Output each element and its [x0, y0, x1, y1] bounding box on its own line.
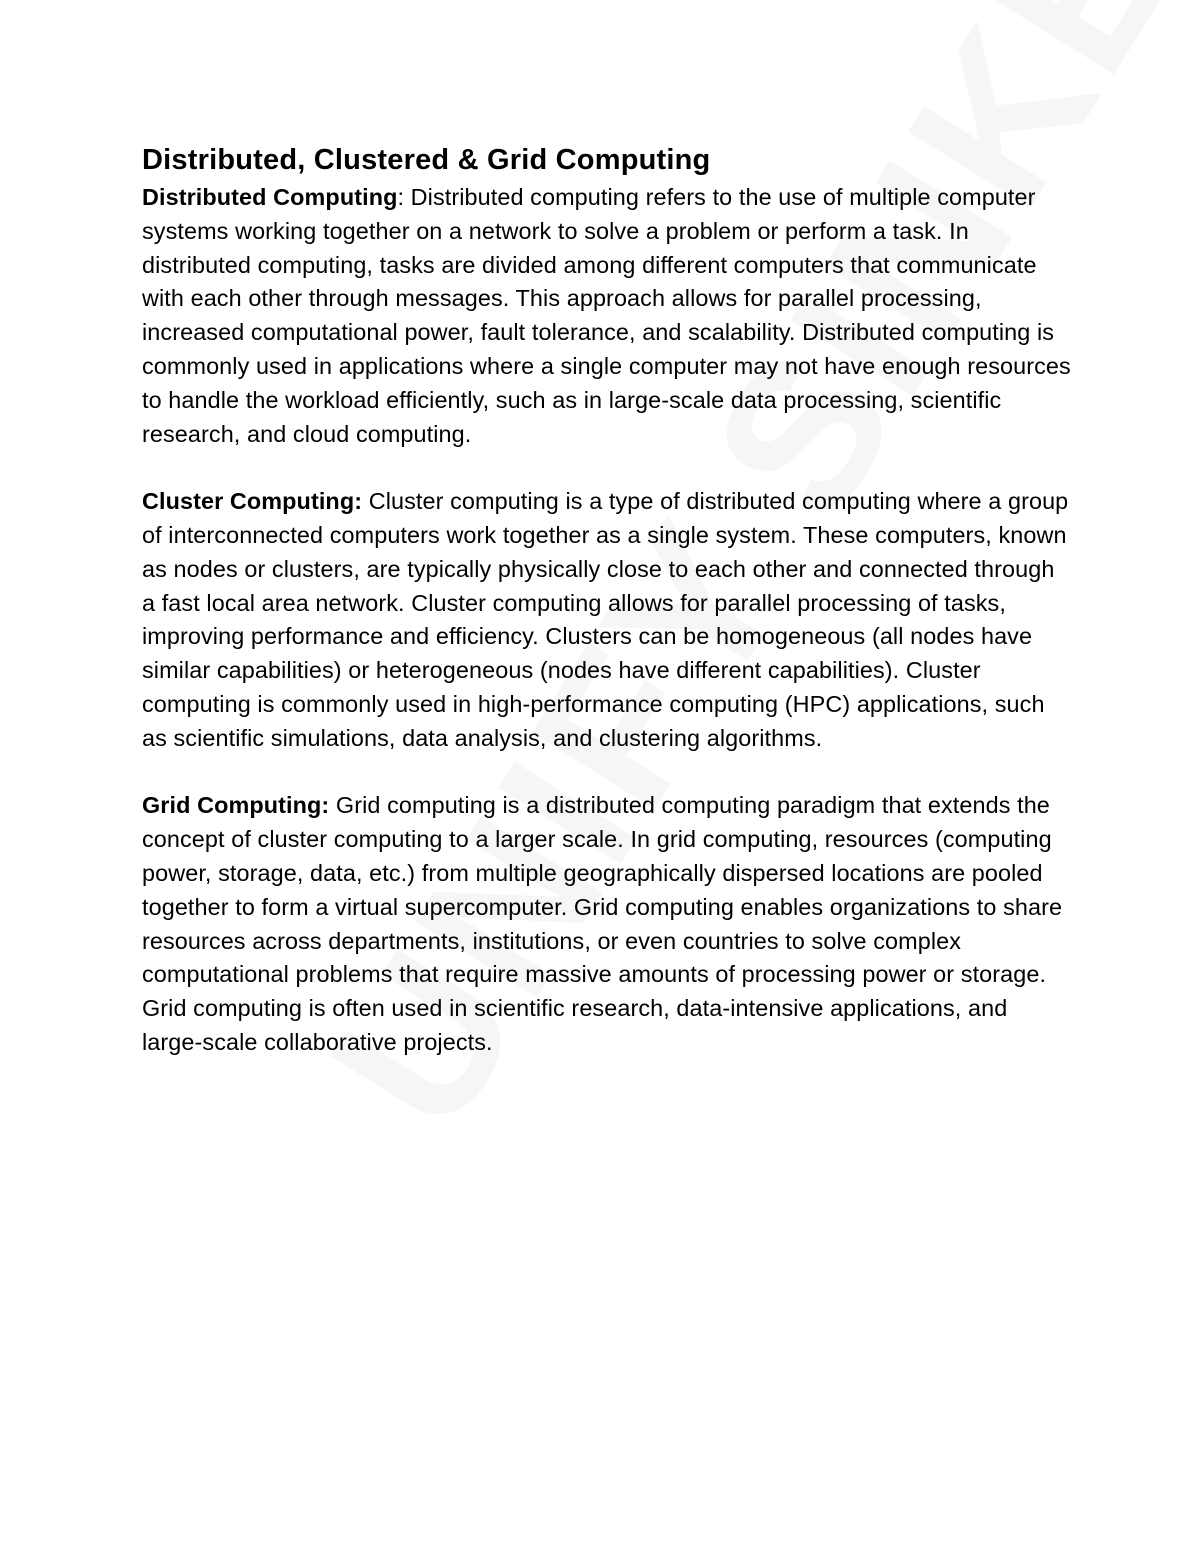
section-heading: Cluster Computing:: [142, 488, 363, 515]
section-heading: Grid Computing:: [142, 792, 330, 819]
section-distributed-computing: [142, 181, 1072, 451]
section-separator: [329, 792, 336, 818]
section-separator: [362, 488, 369, 514]
section-body: Cluster computing is a type of distributed computing where a group of interconnected computers work together as a single system. These computers, known as nodes or clusters, are typically physically close to each other and connected through a fast local area network. Cluster computing allows for parallel processing of tasks, improving performance and efficiency. Clusters can be homogeneous (all nodes have similar capabilities) or heterogeneous (nodes have different capabilities). Cluster computing is commonly used in high-performance computing (HPC) applications, such as scientific simulations, data analysis, and clustering algorithms.: [142, 488, 1069, 751]
document-title: Distributed, Clustered & Grid Computing: [142, 144, 711, 176]
section-heading: Distributed Computing: [142, 184, 398, 210]
document-content: [142, 141, 1072, 1060]
section-grid-computing: [142, 789, 1072, 1059]
section-separator: :: [397, 184, 411, 210]
section-body: Grid computing is a distributed computing paradigm that extends the concept of cluster computing to a larger scale. In grid computing, resources (computing power, storage, data, etc.) from multiple geographically dispersed locations are pooled together to form a virtual supercomputer. Grid computing enables organizations to share resources across departments, institutions, or even countries to solve complex computational problems that require massive amounts of processing power or storage. Grid computing is often used in scientific research, data-intensive applications, and large-scale collaborative projects.: [142, 792, 1063, 1055]
section-cluster-computing: [142, 485, 1072, 755]
section-body: Distributed computing refers to the use of multiple computer systems working together on a network to solve a problem or perform a task. In distributed computing, tasks are divided among different computers that communicate with each other through messages. This approach allows for parallel processing, increased computational power, fault tolerance, and scalability. Distributed computing is commonly used in applications where a single computer may not have enough resources to handle the workload efficiently, such as in large-scale data processing, scientific research, and cloud computing.: [142, 184, 1071, 447]
